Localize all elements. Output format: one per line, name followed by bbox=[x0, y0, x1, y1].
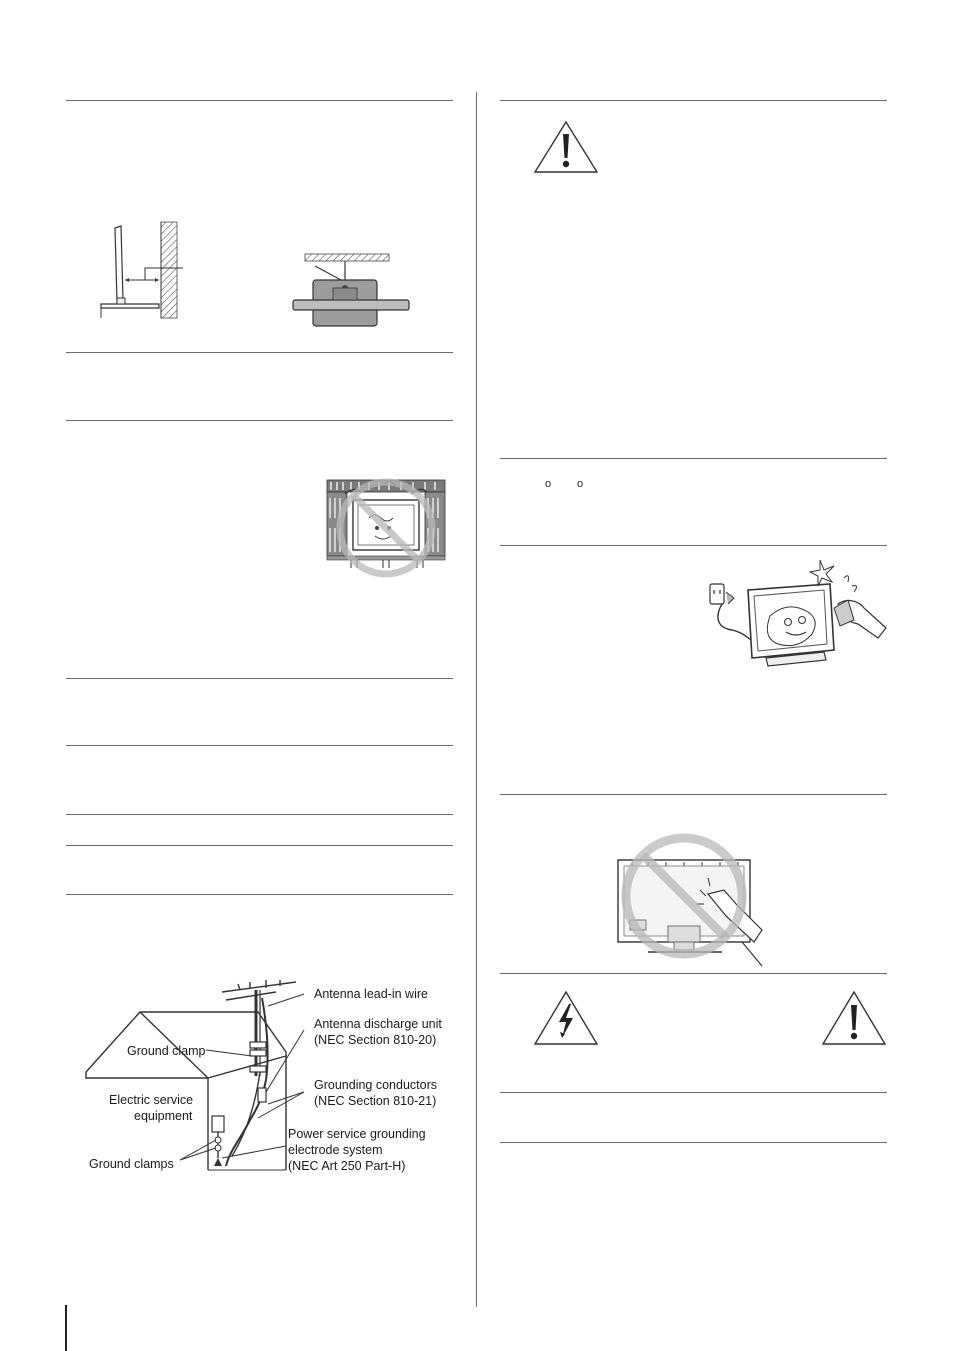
divider-left-5 bbox=[66, 745, 453, 746]
column-separator bbox=[476, 92, 477, 1307]
divider-right-7 bbox=[500, 1142, 887, 1143]
caution-triangle-icon-right bbox=[821, 990, 887, 1046]
caution-triangle-icon bbox=[533, 120, 599, 174]
divider-right-1 bbox=[500, 100, 887, 101]
divider-right-3 bbox=[500, 545, 887, 546]
divider-left-8 bbox=[66, 894, 453, 895]
antenna-grounding-diagram bbox=[80, 980, 310, 1180]
divider-left-3 bbox=[66, 420, 453, 421]
label-ground-clamps: Ground clamps bbox=[89, 1157, 174, 1171]
label-electric-service: Electric service bbox=[109, 1093, 194, 1107]
degree-mark-right: o bbox=[577, 478, 584, 490]
label-power-grounding: Power service grounding bbox=[288, 1127, 426, 1141]
divider-left-4 bbox=[66, 678, 453, 679]
label-lead-in-wire: Antenna lead-in wire bbox=[314, 987, 428, 1001]
enclosed-shelf-prohibited-illustration bbox=[325, 478, 447, 574]
label-discharge-unit: Antenna discharge unit bbox=[314, 1017, 442, 1031]
label-ground-clamp: Ground clamp bbox=[127, 1044, 206, 1058]
unplug-clean-illustration bbox=[708, 558, 888, 670]
divider-left-6 bbox=[66, 814, 453, 815]
divider-left-1 bbox=[66, 100, 453, 101]
rear-panel-prohibited-illustration bbox=[602, 832, 764, 968]
divider-right-2 bbox=[500, 458, 887, 459]
label-grounding-conductors: Grounding conductors bbox=[314, 1078, 437, 1092]
label-equipment: equipment bbox=[134, 1109, 193, 1123]
divider-left-2 bbox=[66, 352, 453, 353]
divider-right-5 bbox=[500, 973, 887, 974]
divider-right-4 bbox=[500, 794, 887, 795]
label-discharge-unit-ref: (NEC Section 810-20) bbox=[314, 1033, 437, 1047]
electric-shock-warning-icon bbox=[533, 990, 599, 1046]
degree-mark-left: o bbox=[545, 478, 552, 490]
page-margin-line bbox=[65, 1305, 67, 1351]
label-grounding-conductors-ref: (NEC Section 810-21) bbox=[314, 1094, 437, 1108]
wall-clearance-side-illustration bbox=[95, 222, 185, 320]
strap-top-view-illustration bbox=[285, 252, 410, 327]
label-electrode-ref: (NEC Art 250 Part-H) bbox=[288, 1159, 406, 1173]
divider-right-6 bbox=[500, 1092, 887, 1093]
divider-left-7 bbox=[66, 845, 453, 846]
label-electrode-system: electrode system bbox=[288, 1143, 383, 1157]
